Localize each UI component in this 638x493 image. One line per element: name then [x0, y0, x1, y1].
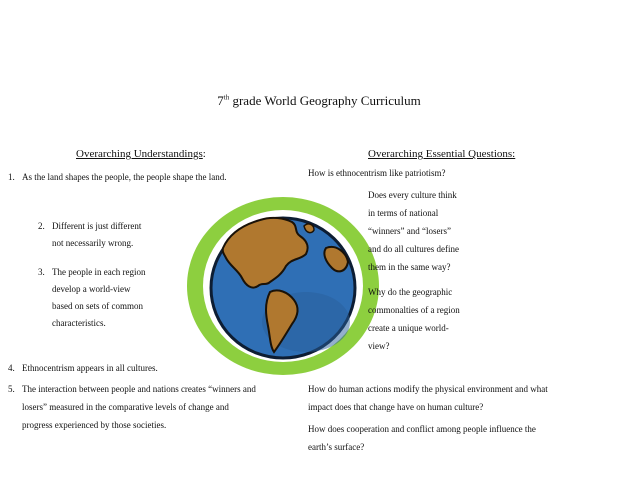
understanding-1: 1. As the land shapes the people, the people shape the land. — [8, 172, 227, 182]
globe-icon — [186, 196, 380, 376]
understanding-4: 4. Ethnocentrism appears in all cultures. — [8, 363, 158, 373]
question-1a: Does every culture think in terms of national “winners” and “losers” and do all cultures define them in the same way? — [368, 190, 459, 272]
page-title: 7th grade World Geography Curriculum — [217, 93, 421, 108]
question-1b: Why do the geographic commonalties of a region create a unique world- view? — [368, 287, 460, 351]
question-3: How does cooperation and conflict among people influence the earth’s surface? — [308, 424, 536, 452]
understanding-2: 2. Different is just different not necessarily wrong. — [38, 221, 142, 248]
question-1: How is ethnocentrism like patriotism? — [308, 168, 446, 178]
understandings-heading: Overarching Understandings: — [76, 148, 206, 160]
understanding-5: 5. The interaction between people and nations creates “winners and losers” measured in the comparative levels of change and progress experienced by those societies. — [8, 384, 256, 430]
question-2: How do human actions modify the physical environment and what impact does that change have on human culture? — [308, 384, 548, 412]
understanding-3: 3. The people in each region develop a world-view based on sets of common characteristics. — [38, 267, 146, 328]
questions-heading: Overarching Essential Questions: — [368, 148, 516, 160]
